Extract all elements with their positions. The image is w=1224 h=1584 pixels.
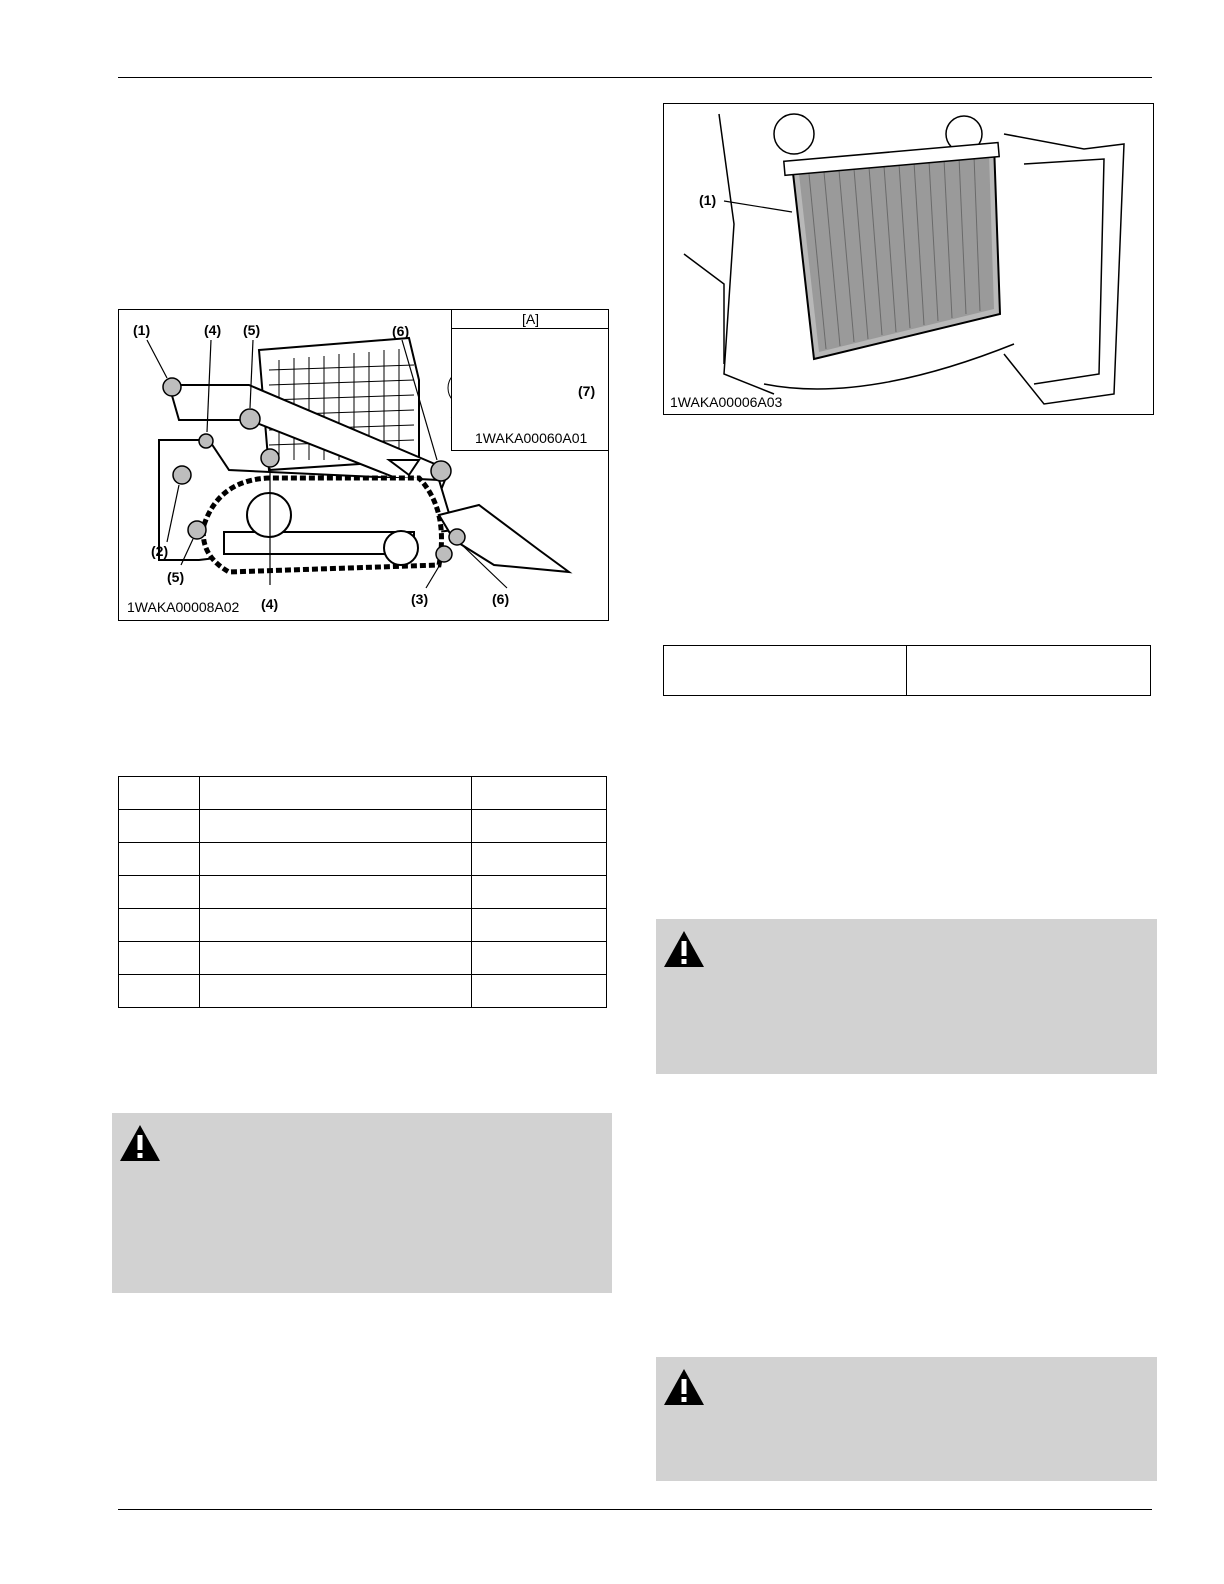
callout-2: (2) xyxy=(151,543,169,559)
callout-7: (7) xyxy=(578,383,596,399)
callout-5-top: (5) xyxy=(243,322,261,338)
warning-box xyxy=(112,1113,612,1293)
figure-code: 1WAKA00008A02 xyxy=(127,599,240,615)
warning-triangle-icon xyxy=(662,1367,706,1407)
grease-points-table xyxy=(118,776,607,1008)
table-row xyxy=(119,843,607,876)
table-row xyxy=(119,942,607,975)
warning-triangle-icon xyxy=(662,929,706,969)
figure-radiator xyxy=(663,103,1154,415)
figure-loader-grease-points xyxy=(118,309,609,621)
callout-1: (1) xyxy=(699,192,717,208)
warning-triangle-icon xyxy=(118,1123,162,1163)
table-row xyxy=(119,810,607,843)
spec-table xyxy=(663,645,1151,696)
header-rule xyxy=(118,77,1152,78)
table-row xyxy=(664,646,1151,696)
callout-6-bottom: (6) xyxy=(492,591,510,607)
callout-6-top: (6) xyxy=(392,323,410,339)
callout-3: (3) xyxy=(411,591,429,607)
callout-1: (1) xyxy=(133,322,151,338)
table-row xyxy=(119,777,607,810)
figure-code: 1WAKA00006A03 xyxy=(670,394,783,410)
warning-box xyxy=(656,1357,1157,1481)
table-row xyxy=(119,909,607,942)
radiator-illustration xyxy=(664,104,1153,414)
footer-rule xyxy=(118,1509,1152,1510)
callout-4-bottom: (4) xyxy=(261,596,279,612)
table-row xyxy=(119,876,607,909)
callout-4-top: (4) xyxy=(204,322,222,338)
inset-code: 1WAKA00060A01 xyxy=(475,430,588,446)
callout-5-bottom: (5) xyxy=(167,569,185,585)
table-row xyxy=(119,975,607,1008)
warning-box xyxy=(656,919,1157,1074)
inset-a-label: [A] xyxy=(452,310,609,329)
